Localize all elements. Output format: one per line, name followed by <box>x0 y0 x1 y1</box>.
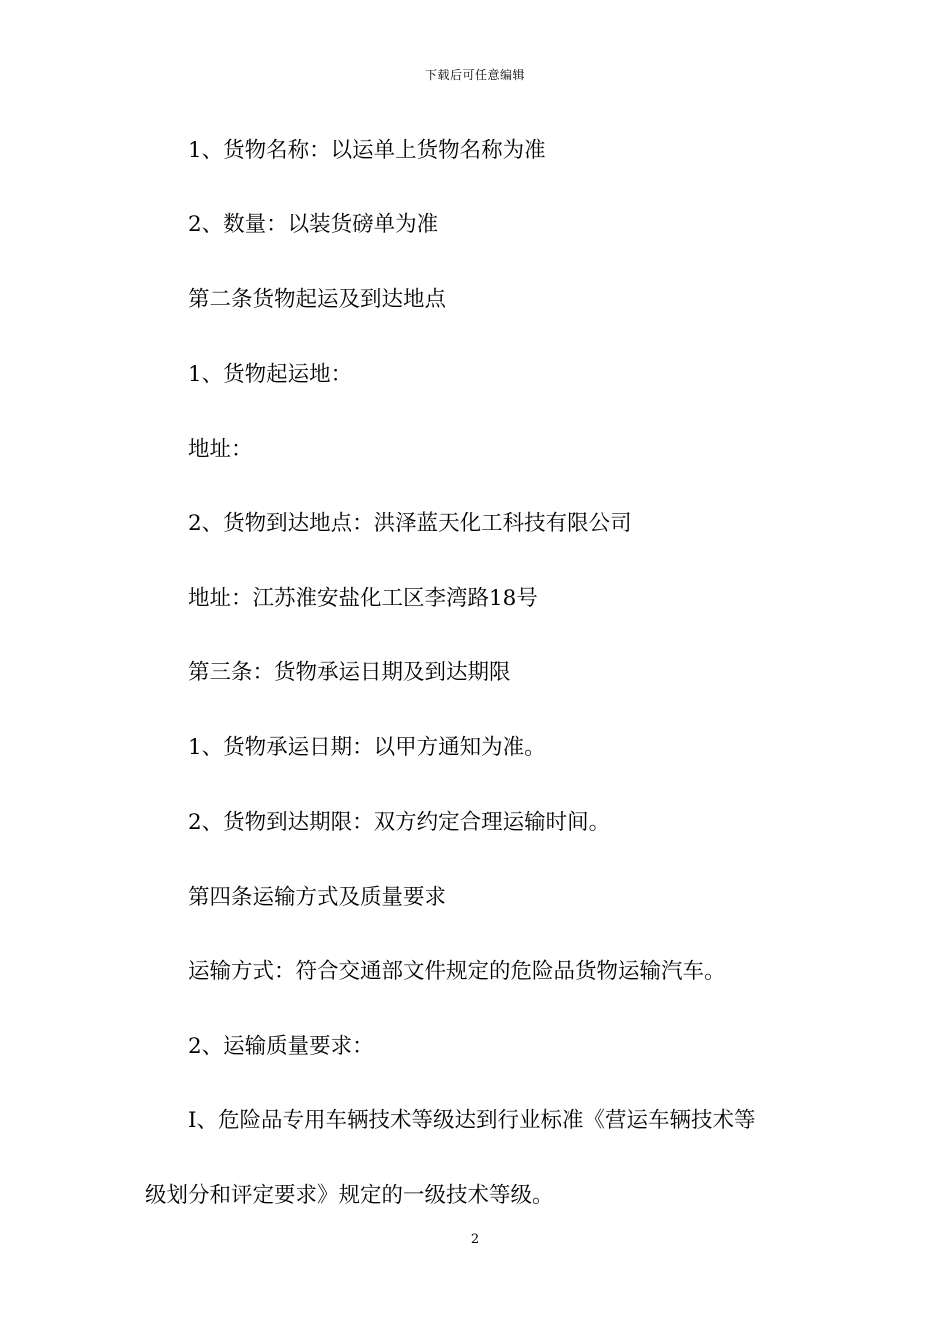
paragraph-line: 2、货物到达地点：洪泽蓝天化工科技有限公司 <box>188 511 632 536</box>
paragraph-line: 1、货物名称：以运单上货物名称为准 <box>188 138 546 163</box>
paragraph-line: 1、货物承运日期：以甲方通知为准。 <box>188 735 546 760</box>
paragraph-line: 2、运输质量要求： <box>188 1034 374 1059</box>
paragraph-line: 地址：江苏淮安盐化工区李湾路18号 <box>188 586 538 611</box>
page-header: 下载后可任意编辑 <box>424 68 525 82</box>
paragraph-line: 地址： <box>188 437 253 462</box>
section-heading: 第四条运输方式及质量要求 <box>188 885 447 910</box>
section-heading: 第二条货物起运及到达地点 <box>188 287 447 312</box>
paragraph-line: 2、数量：以装货磅单为准 <box>188 212 439 237</box>
paragraph-line: 2、货物到达期限：双方约定合理运输时间。 <box>188 810 611 835</box>
section-heading: 第三条：货物承运日期及到达期限 <box>188 660 511 685</box>
paragraph-line-continued: 级划分和评定要求》规定的一级技术等级。 <box>145 1183 554 1208</box>
paragraph-line: 1、货物起运地： <box>188 362 353 387</box>
paragraph-line: Ⅰ、危险品专用车辆技术等级达到行业标准《营运车辆技术等 <box>188 1108 756 1133</box>
page-number: 2 <box>470 1232 480 1247</box>
paragraph-line: 运输方式：符合交通部文件规定的危险品货物运输汽车。 <box>188 959 726 984</box>
